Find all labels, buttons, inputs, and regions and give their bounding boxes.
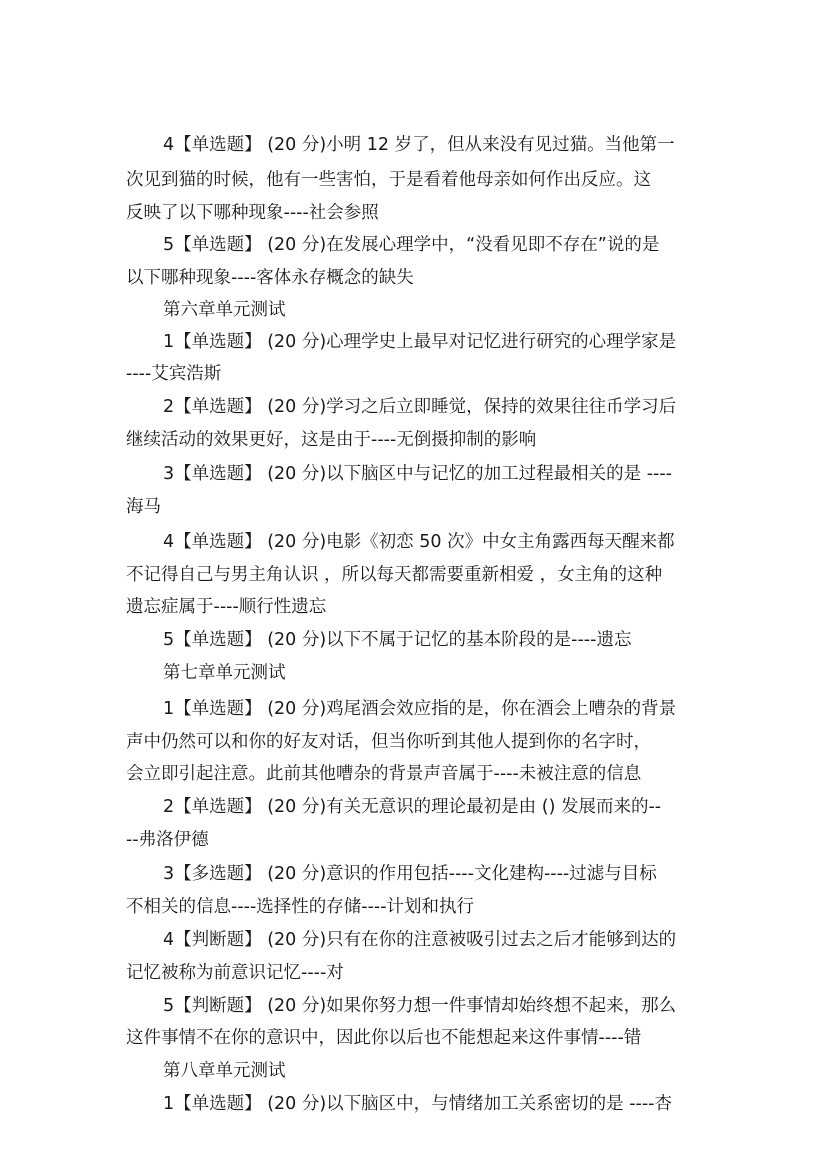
c6-q2-line-1: 2【单选题】 (20 分)学习之后立即睡觉，保持的效果往往币学习后 xyxy=(163,397,677,417)
c7-q1-line-1: 1【单选题】 (20 分)鸡尾酒会效应指的是，你在酒会上嘈杂的背景 xyxy=(163,699,677,719)
c7-q4-line-1: 4【判断题】 (20 分)只有在你的注意被吸引过去之后才能够到达的 xyxy=(163,930,677,950)
chapter-7-heading: 第七章单元测试 xyxy=(163,663,286,683)
c6-q1-line-1: 1【单选题】 (20 分)心理学史上最早对记忆进行研究的心理学家是 xyxy=(163,332,677,352)
chapter-6-heading: 第六章单元测试 xyxy=(163,300,286,320)
c6-q4-line-3: 遗忘症属于----顺行性遗忘 xyxy=(126,597,327,617)
c6-q1-line-2: ----艾宾浩斯 xyxy=(126,364,222,384)
c7-q5-line-1: 5【判断题】 (20 分)如果你努力想一件事情却始终想不起来，那么 xyxy=(163,996,677,1016)
q4-line-3: 反映了以下哪种现象----社会参照 xyxy=(126,203,379,223)
c7-q3-line-1: 3【多选题】 (20 分)意识的作用包括----文化建构----过滤与目标 xyxy=(163,864,657,884)
c6-q3-line-2: 海马 xyxy=(126,497,161,517)
c6-q2-line-2: 继续活动的效果更好，这是由于----无倒摄抑制的影响 xyxy=(126,430,537,450)
c7-q1-line-3: 会立即引起注意。此前其他嘈杂的背景声音属于----未被注意的信息 xyxy=(126,764,642,784)
c8-q1-line-1: 1【单选题】 (20 分)以下脑区中，与情绪加工关系密切的是 ----杏 xyxy=(163,1094,673,1114)
q4-line-1: 4【单选题】 (20 分)小明 12 岁了，但从来没有见过猫。当他第一 xyxy=(163,135,675,155)
c7-q2-line-2: --弗洛伊德 xyxy=(126,830,209,850)
q4-line-2: 次见到猫的时候，他有一些害怕，于是看着他母亲如何作出反应。这 xyxy=(126,170,651,190)
c6-q5-line-1: 5【单选题】 (20 分)以下不属于记忆的基本阶段的是----遗忘 xyxy=(163,630,632,650)
c6-q4-line-1: 4【单选题】 (20 分)电影《初恋 50 次》中女主角露西每天醒来都 xyxy=(163,532,675,552)
c6-q3-line-1: 3【单选题】 (20 分)以下脑区中与记忆的加工过程最相关的是 ---- xyxy=(163,464,673,484)
chapter-8-heading: 第八章单元测试 xyxy=(163,1061,286,1081)
q5-line-2: 以下哪种现象----客体永存概念的缺失 xyxy=(126,268,414,288)
c7-q1-line-2: 声中仍然可以和你的好友对话，但当你听到其他人提到你的名字时， xyxy=(126,732,651,752)
q5-line-1: 5【单选题】 (20 分)在发展心理学中，“没看见即不存在”说的是 xyxy=(163,235,660,255)
c7-q3-line-2: 不相关的信息----选择性的存储----计划和执行 xyxy=(126,897,475,917)
c7-q2-line-1: 2【单选题】 (20 分)有关无意识的理论最初是由 () 发展而来的-- xyxy=(163,797,662,817)
c7-q5-line-2: 这件事情不在你的意识中，因此你以后也不能想起来这件事情----错 xyxy=(126,1028,642,1048)
c6-q4-line-2: 不记得自己与男主角认识 ，所以每天都需要重新相爱 ，女主角的这种 xyxy=(126,565,663,585)
c7-q4-line-2: 记忆被称为前意识记忆----对 xyxy=(126,963,344,983)
